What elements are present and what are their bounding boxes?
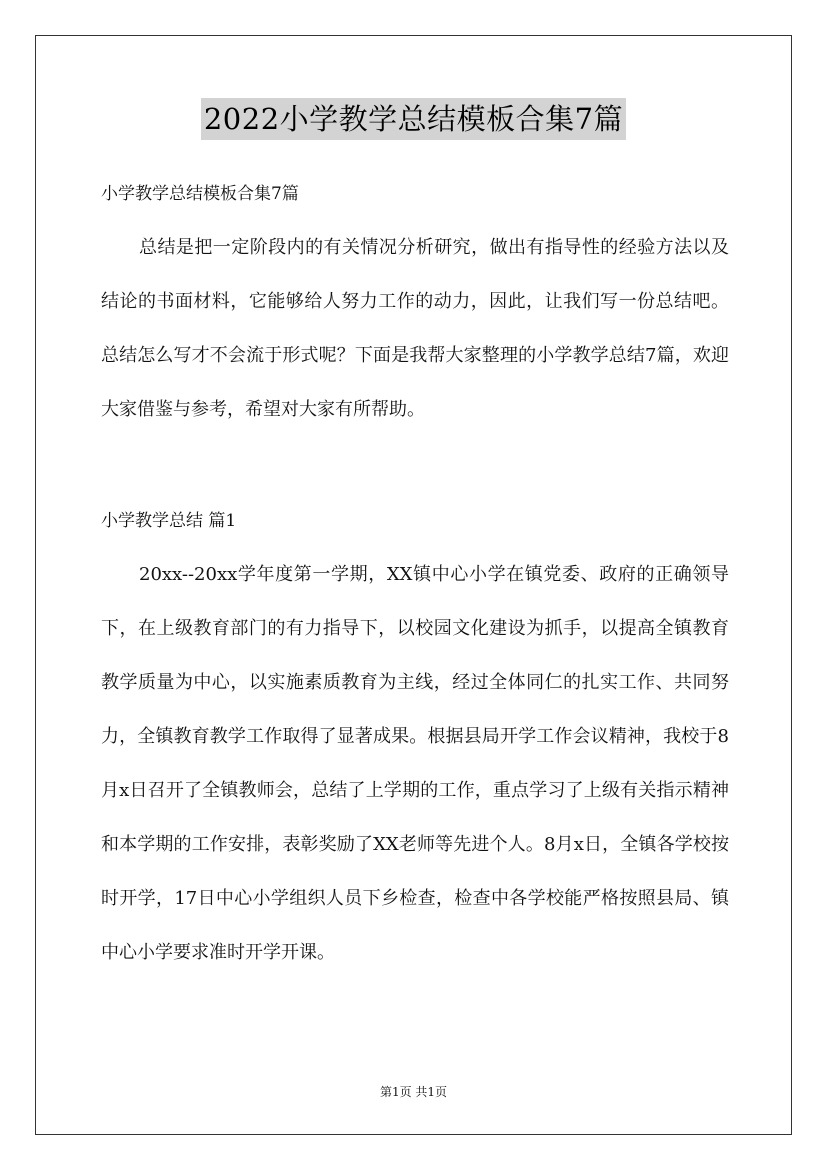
section-body-paragraph: 20xx--20xx学年度第一学期，XX镇中心小学在镇党委、政府的正确领导下，在上级教育部门的有力指导下，以校园文化建设为抓手，以提高全镇教育教学质量为中心，以实施素质教育为主线，经过全体同仁的扎实工作、共同努力，全镇教育教学工作取得了显著成果。根据县局开学工作会议精神，我校于8月x日召开了全镇教师会，总结了上学期的工作，重点学习了上级有关指示精神和本学期的工作安排，表彰奖励了XX老师等先进个人。8月x日，全镇各学校按时开学，17日中心小学组织人员下乡检查，检查中各学校能严格按照县局、镇中心小学要求准时开学开课。 bbox=[101, 564, 729, 963]
section-heading: 小学教学总结 篇1 bbox=[101, 511, 237, 531]
document-title: 2022小学教学总结模板合集7篇 bbox=[201, 98, 626, 140]
intro-paragraph: 总结是把一定阶段内的有关情况分析研究，做出有指导性的经验方法以及结论的书面材料，它能够给人努力工作的动力，因此，让我们写一份总结吧。总结怎么写才不会流于形式呢？下面是我帮大家整理的小学教学总结7篇，欢迎大家借鉴与参考，希望对大家有所帮助。 bbox=[101, 237, 729, 420]
title-container bbox=[0, 98, 827, 140]
document-subtitle: 小学教学总结模板合集7篇 bbox=[101, 184, 299, 204]
page-footer: 第1页 共1页 bbox=[379, 1085, 448, 1099]
